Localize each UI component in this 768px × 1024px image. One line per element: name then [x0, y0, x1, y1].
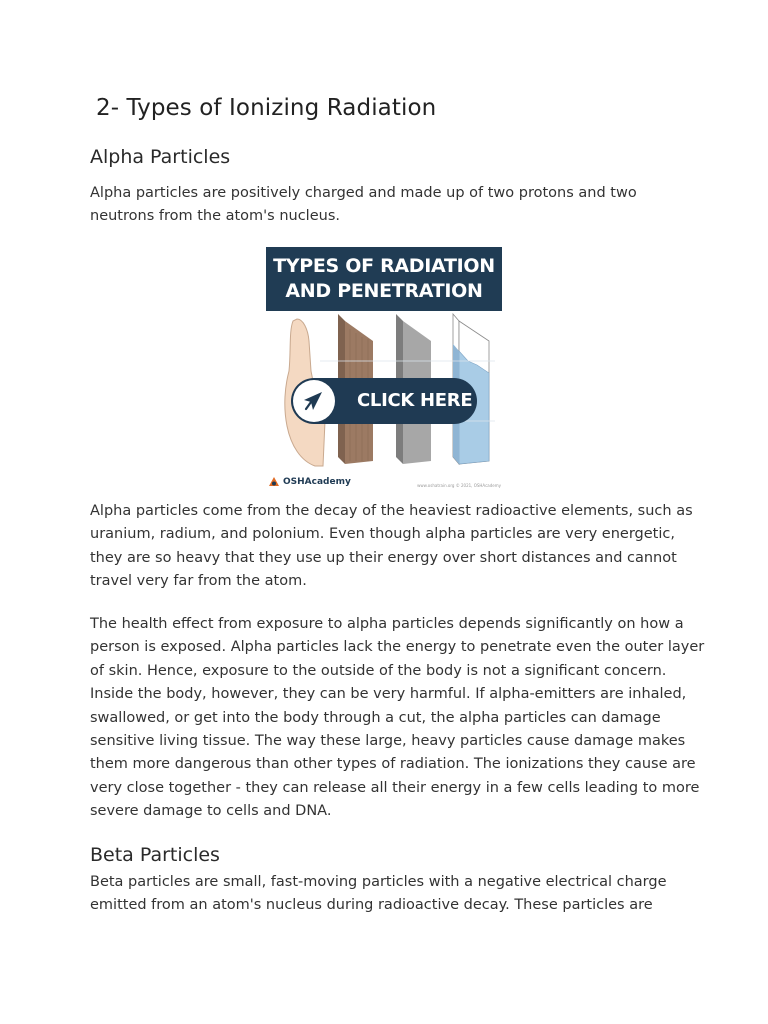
text-line: swallowed, or get into the body through a cut, the alpha particles can damage — [90, 709, 661, 726]
text-line: travel very far from the atom. — [90, 573, 307, 590]
text-line: very close together - they can release all their energy in a few cells leading to more — [90, 779, 700, 796]
text-line: they are so heavy that they use up their energy over short distances and cannot — [90, 549, 677, 566]
text-line: Alpha particles come from the decay of the heaviest radioactive elements, such as — [90, 503, 693, 519]
banner-line: TYPES OF RADIATION — [273, 255, 495, 277]
text-line: uranium, radium, and polonium. Even though alpha particles are very energetic, — [90, 526, 675, 543]
logo-text: OSHAcademy — [283, 477, 351, 487]
page-title: 2- Types of Ionizing Radiation — [96, 95, 437, 121]
text-line: Inside the body, however, they can be very harmful. If alpha-emitters are inhaled, — [90, 686, 687, 703]
paper-plane-icon — [293, 380, 335, 422]
beta-intro-paragraph — [90, 871, 667, 918]
click-here-label: CLICK HERE — [357, 390, 473, 411]
text-line: person is exposed. Alpha particles lack the energy to penetrate even the outer layer — [90, 639, 705, 656]
alpha-health-paragraph — [90, 613, 704, 824]
text-line: sensitive living tissue. The way these large, heavy particles cause damage makes — [90, 733, 686, 750]
text-line: them more dangerous than other types of radiation. The ionizations they cause are — [90, 756, 696, 773]
text-line: severe damage to cells and DNA. — [90, 803, 332, 820]
figure-copyright: www.oshatrain.org © 2021, OSHAcademy — [417, 483, 501, 488]
section-title-beta: Beta Particles — [90, 844, 220, 866]
text-line: emitted from an atom's nucleus during radioactive decay. These particles are — [90, 897, 653, 914]
alpha-intro-paragraph — [90, 182, 637, 229]
text-line: Alpha particles are positively charged and made up of two protons and two — [90, 185, 637, 201]
alpha-decay-paragraph — [90, 500, 693, 594]
click-here-button[interactable] — [291, 378, 477, 424]
text-line: neutrons from the atom's nucleus. — [90, 208, 340, 225]
text-line: of skin. Hence, exposure to the outside of the body is not a significant concern. — [90, 662, 667, 679]
section-title-alpha: Alpha Particles — [90, 146, 231, 168]
banner-line: AND PENETRATION — [285, 280, 483, 302]
oshacademy-logo — [267, 473, 351, 491]
figure-banner — [266, 247, 502, 311]
radiation-penetration-figure[interactable] — [265, 247, 503, 493]
text-line: The health effect from exposure to alpha particles depends significantly on how a — [90, 616, 684, 632]
text-line: Beta particles are small, fast-moving particles with a negative electrical charge — [90, 874, 667, 890]
oshacademy-logo-icon — [267, 475, 281, 489]
